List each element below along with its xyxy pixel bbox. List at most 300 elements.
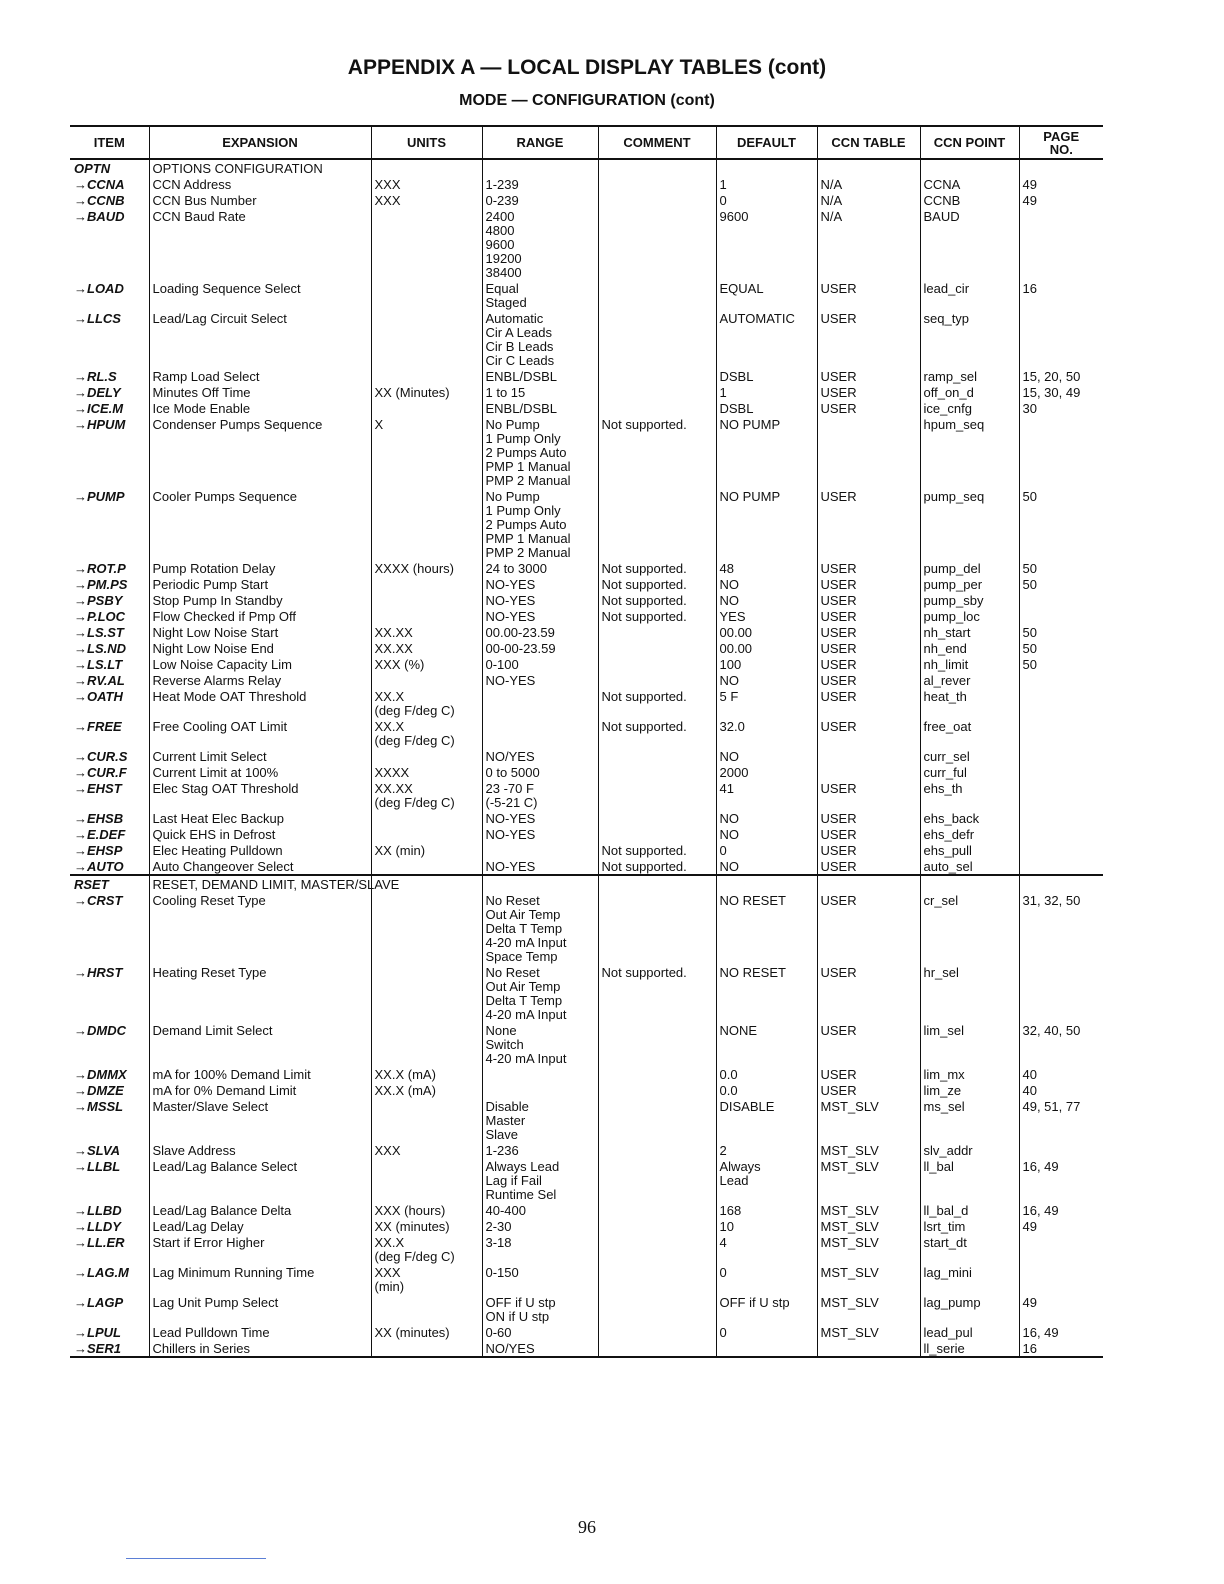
cell-item: →RL.S [74,369,117,384]
cell-ccn-table: USER [817,858,920,875]
cell-comment [598,892,716,964]
cell-page-no: 16 [1019,280,1103,310]
cell-expansion: Cooling Reset Type [149,892,371,964]
cell-default: 0 [716,192,817,208]
cell-range: NO-YES [482,858,598,875]
section-heading-row [70,159,1103,176]
cell-ccn-table: N/A [817,208,920,280]
cell-units: XX (minutes) [371,1218,482,1234]
cell-units: XX.XX (deg F/deg C) [371,780,482,810]
cell-expansion: Ramp Load Select [149,368,371,384]
cell-ccn-table: USER [817,780,920,810]
cell-page-no [1019,875,1103,892]
table-row [70,192,1103,208]
cell-ccn-table: USER [817,826,920,842]
cell-units [371,826,482,842]
cell-default: DSBL [716,368,817,384]
cell-ccn-point: al_rever [920,672,1019,688]
cell-ccn-table: MST_SLV [817,1324,920,1340]
cell-default: 9600 [716,208,817,280]
cell-comment [598,176,716,192]
col-header-page-no: PAGE NO. [1019,126,1103,159]
table-row [70,576,1103,592]
page-number: 96 [578,1517,596,1537]
cell-units [371,159,482,176]
cell-expansion: Demand Limit Select [149,1022,371,1066]
footer-rule [126,1558,266,1559]
cell-page-no: 49 [1019,176,1103,192]
cell-units [371,608,482,624]
col-header-default: DEFAULT [716,126,817,159]
cell-page-no [1019,688,1103,718]
cell-item: →PUMP [74,489,125,504]
cell-item: →OATH [74,689,123,704]
cell-default: 1 [716,176,817,192]
cell-range [482,1082,598,1098]
cell-item: →P.LOC [74,609,126,624]
cell-range [482,842,598,858]
cell-default: 0 [716,1264,817,1294]
cell-page-no: 50 [1019,656,1103,672]
cell-comment [598,400,716,416]
cell-page-no: 40 [1019,1082,1103,1098]
cell-ccn-table: USER [817,1066,920,1082]
cell-ccn-point: hpum_seq [920,416,1019,488]
cell-ccn-table: USER [817,672,920,688]
cell-comment [598,810,716,826]
cell-page-no [1019,416,1103,488]
page-subtitle: MODE — CONFIGURATION (cont) [459,92,715,109]
section-options-configuration [70,159,1103,875]
cell-page-no: 50 [1019,488,1103,560]
cell-range [482,159,598,176]
cell-expansion: Ice Mode Enable [149,400,371,416]
cell-item: →LLDY [74,1219,121,1234]
cell-default: 2000 [716,764,817,780]
cell-units: XXX [371,176,482,192]
table-row [70,1066,1103,1082]
cell-comment [598,159,716,176]
cell-page-no [1019,748,1103,764]
cell-range: 40-400 [482,1202,598,1218]
cell-page-no: 16, 49 [1019,1158,1103,1202]
cell-expansion: Auto Changeover Select [149,858,371,875]
cell-comment [598,764,716,780]
cell-comment [598,208,716,280]
cell-page-no: 50 [1019,640,1103,656]
cell-comment [598,656,716,672]
cell-expansion: Free Cooling OAT Limit [149,718,371,748]
cell-comment [598,875,716,892]
cell-default: 48 [716,560,817,576]
cell-ccn-table [817,748,920,764]
cell-range: 2400 4800 9600 19200 38400 [482,208,598,280]
table-row [70,1022,1103,1066]
cell-ccn-point: nh_start [920,624,1019,640]
cell-units [371,810,482,826]
cell-page-no [1019,1142,1103,1158]
cell-comment: Not supported. [598,576,716,592]
cell-page-no: 49 [1019,1294,1103,1324]
cell-units [371,368,482,384]
cell-expansion: Lead/Lag Balance Select [149,1158,371,1202]
cell-units [371,964,482,1022]
cell-comment [598,488,716,560]
cell-range: Automatic Cir A Leads Cir B Leads Cir C Leads [482,310,598,368]
cell-ccn-point: start_dt [920,1234,1019,1264]
cell-page-no: 50 [1019,576,1103,592]
cell-item: →LS.LT [74,657,123,672]
cell-page-no: 30 [1019,400,1103,416]
col-header-comment: COMMENT [598,126,716,159]
section-heading-row [70,875,1103,892]
cell-units [371,1022,482,1066]
cell-comment: Not supported. [598,608,716,624]
cell-ccn-table: USER [817,842,920,858]
table-row [70,656,1103,672]
cell-ccn-point: BAUD [920,208,1019,280]
cell-ccn-table: USER [817,488,920,560]
cell-ccn-point: pump_del [920,560,1019,576]
cell-expansion: Start if Error Higher [149,1234,371,1264]
cell-ccn-table: MST_SLV [817,1142,920,1158]
cell-comment [598,1066,716,1082]
cell-ccn-point: lag_pump [920,1294,1019,1324]
cell-ccn-point [920,159,1019,176]
cell-ccn-point: curr_sel [920,748,1019,764]
cell-expansion: Minutes Off Time [149,384,371,400]
cell-ccn-point: ms_sel [920,1098,1019,1142]
cell-page-no [1019,1264,1103,1294]
cell-expansion: Elec Heating Pulldown [149,842,371,858]
cell-page-no [1019,964,1103,1022]
cell-range: NO-YES [482,826,598,842]
cell-item: →E.DEF [74,827,126,842]
cell-expansion: Chillers in Series [149,1340,371,1357]
cell-item: →LOAD [74,281,124,296]
cell-expansion: Stop Pump In Standby [149,592,371,608]
cell-comment: Not supported. [598,964,716,1022]
cell-ccn-table: MST_SLV [817,1234,920,1264]
cell-expansion: Reverse Alarms Relay [149,672,371,688]
cell-ccn-table: USER [817,964,920,1022]
cell-default: 0.0 [716,1066,817,1082]
table-row [70,1202,1103,1218]
cell-comment: Not supported. [598,592,716,608]
cell-expansion: Periodic Pump Start [149,576,371,592]
cell-comment: Not supported. [598,718,716,748]
cell-units [371,672,482,688]
cell-range: ENBL/DSBL [482,368,598,384]
cell-expansion: Night Low Noise End [149,640,371,656]
cell-range: Disable Master Slave [482,1098,598,1142]
cell-expansion: Cooler Pumps Sequence [149,488,371,560]
cell-item: →DELY [74,385,121,400]
cell-ccn-point: lead_cir [920,280,1019,310]
cell-units [371,858,482,875]
cell-ccn-table: USER [817,368,920,384]
cell-expansion: CCN Address [149,176,371,192]
cell-expansion: CCN Baud Rate [149,208,371,280]
cell-default: YES [716,608,817,624]
cell-ccn-table: USER [817,624,920,640]
cell-expansion: Lead/Lag Circuit Select [149,310,371,368]
cell-range: NO-YES [482,810,598,826]
cell-ccn-point: slv_addr [920,1142,1019,1158]
cell-page-no [1019,780,1103,810]
cell-range: 1 to 15 [482,384,598,400]
cell-ccn-point: nh_end [920,640,1019,656]
cell-ccn-point: ehs_th [920,780,1019,810]
cell-range: 00.00-23.59 [482,624,598,640]
cell-expansion: mA for 0% Demand Limit [149,1082,371,1098]
cell-ccn-point: ll_serie [920,1340,1019,1357]
table-row [70,826,1103,842]
cell-expansion: Lag Unit Pump Select [149,1294,371,1324]
cell-units [371,310,482,368]
cell-ccn-point: ehs_defr [920,826,1019,842]
cell-ccn-point: pump_per [920,576,1019,592]
cell-units [371,208,482,280]
cell-comment [598,1098,716,1142]
cell-expansion: Lead/Lag Balance Delta [149,1202,371,1218]
cell-ccn-point: lim_mx [920,1066,1019,1082]
cell-ccn-table: MST_SLV [817,1264,920,1294]
cell-item: →CRST [74,893,123,908]
cell-comment [598,826,716,842]
cell-range: No Reset Out Air Temp Delta T Temp 4-20 mA Input Space Temp [482,892,598,964]
section-reset-demand-limit [70,875,1103,1357]
cell-default: NO [716,748,817,764]
cell-item: →DMDC [74,1023,126,1038]
cell-page-no [1019,764,1103,780]
cell-comment [598,1022,716,1066]
table-row [70,780,1103,810]
cell-item: →LL.ER [74,1235,125,1250]
cell-comment [598,368,716,384]
cell-default: 5 F [716,688,817,718]
cell-ccn-table: MST_SLV [817,1294,920,1324]
cell-ccn-table: N/A [817,192,920,208]
cell-range: 0-60 [482,1324,598,1340]
cell-default: DSBL [716,400,817,416]
col-header-item: ITEM [70,126,149,159]
table-row [70,280,1103,310]
table-row [70,640,1103,656]
cell-default: 0 [716,842,817,858]
cell-ccn-table: USER [817,892,920,964]
cell-range: NO/YES [482,1340,598,1357]
cell-default [716,1340,817,1357]
col-header-units: UNITS [371,126,482,159]
table-header-row [70,126,1103,159]
cell-units [371,400,482,416]
cell-expansion: Night Low Noise Start [149,624,371,640]
cell-default [716,159,817,176]
cell-page-no [1019,608,1103,624]
cell-units [371,748,482,764]
table-row [70,1234,1103,1264]
cell-comment [598,310,716,368]
cell-ccn-table: USER [817,1022,920,1066]
cell-expansion: Slave Address [149,1142,371,1158]
cell-range: 00-00-23.59 [482,640,598,656]
cell-ccn-point: curr_ful [920,764,1019,780]
table-row [70,1218,1103,1234]
cell-range: NO/YES [482,748,598,764]
cell-default: NONE [716,1022,817,1066]
cell-expansion: Pump Rotation Delay [149,560,371,576]
cell-ccn-point: auto_sel [920,858,1019,875]
cell-comment: Not supported. [598,858,716,875]
cell-ccn-table: N/A [817,176,920,192]
cell-expansion: Loading Sequence Select [149,280,371,310]
cell-range: NO-YES [482,592,598,608]
cell-expansion: mA for 100% Demand Limit [149,1066,371,1082]
cell-expansion: Heating Reset Type [149,964,371,1022]
cell-item: →ICE.M [74,401,124,416]
cell-item: →LAGP [74,1295,124,1310]
cell-default: NO PUMP [716,416,817,488]
cell-units: XX.XX [371,624,482,640]
cell-ccn-table: USER [817,810,920,826]
cell-item: RSET [74,877,109,892]
table-row [70,1340,1103,1357]
cell-page-no [1019,592,1103,608]
cell-range: 1-239 [482,176,598,192]
cell-item: →DMZE [74,1083,124,1098]
cell-units: XXXX (hours) [371,560,482,576]
cell-default: NO PUMP [716,488,817,560]
cell-expansion: RESET, DEMAND LIMIT, MASTER/SLAVE [149,875,371,892]
cell-default: 100 [716,656,817,672]
cell-item: →CUR.S [74,749,128,764]
table-row [70,672,1103,688]
table-row [70,1082,1103,1098]
cell-units [371,576,482,592]
cell-range: No Pump 1 Pump Only 2 Pumps Auto PMP 1 Manual PMP 2 Manual [482,488,598,560]
table-row [70,718,1103,748]
cell-ccn-table: USER [817,400,920,416]
cell-default: 4 [716,1234,817,1264]
cell-item: →CUR.F [74,765,127,780]
table-row [70,858,1103,875]
cell-default: 00.00 [716,640,817,656]
cell-units: XXX [371,192,482,208]
cell-comment [598,1082,716,1098]
cell-range: OFF if U stp ON if U stp [482,1294,598,1324]
cell-units: XX.X (deg F/deg C) [371,1234,482,1264]
cell-default: EQUAL [716,280,817,310]
cell-units: XX.X (deg F/deg C) [371,688,482,718]
table-row [70,176,1103,192]
cell-comment [598,384,716,400]
cell-ccn-point: heat_th [920,688,1019,718]
cell-item: →RV.AL [74,673,125,688]
cell-ccn-point: ramp_sel [920,368,1019,384]
cell-page-no [1019,310,1103,368]
cell-page-no: 15, 30, 49 [1019,384,1103,400]
cell-range: 2-30 [482,1218,598,1234]
cell-item: →PSBY [74,593,123,608]
cell-item: →HPUM [74,417,126,432]
cell-comment [598,640,716,656]
cell-comment [598,1158,716,1202]
cell-page-no: 50 [1019,560,1103,576]
table-row [70,764,1103,780]
cell-item: →HRST [74,965,123,980]
table-row [70,964,1103,1022]
cell-page-no [1019,159,1103,176]
cell-range: None Switch 4-20 mA Input [482,1022,598,1066]
cell-units: XXX (hours) [371,1202,482,1218]
cell-ccn-point: lim_sel [920,1022,1019,1066]
cell-ccn-table: USER [817,576,920,592]
cell-ccn-table: MST_SLV [817,1098,920,1142]
cell-item: →BAUD [74,209,125,224]
cell-range: NO-YES [482,608,598,624]
table-row [70,688,1103,718]
cell-item: →SER1 [74,1341,121,1356]
page-title: APPENDIX A — LOCAL DISPLAY TABLES (cont) [347,56,827,79]
cell-range [482,1066,598,1082]
cell-ccn-table: USER [817,384,920,400]
cell-range: NO-YES [482,672,598,688]
cell-expansion: Heat Mode OAT Threshold [149,688,371,718]
cell-ccn-point: free_oat [920,718,1019,748]
cell-ccn-table [817,416,920,488]
cell-comment [598,1218,716,1234]
cell-default: NO RESET [716,964,817,1022]
cell-ccn-table: USER [817,1082,920,1098]
cell-item: →CCNA [74,177,125,192]
cell-ccn-table: USER [817,640,920,656]
cell-ccn-table: USER [817,608,920,624]
cell-page-no [1019,1234,1103,1264]
table-row [70,416,1103,488]
cell-units: XX.XX [371,640,482,656]
table-row [70,1324,1103,1340]
table-row [70,310,1103,368]
col-header-expansion: EXPANSION [149,126,371,159]
table-row [70,368,1103,384]
cell-units: XX.X (mA) [371,1066,482,1082]
cell-ccn-point: ehs_back [920,810,1019,826]
cell-comment: Not supported. [598,688,716,718]
col-header-ccn-table: CCN TABLE [817,126,920,159]
cell-comment [598,672,716,688]
cell-ccn-table: USER [817,718,920,748]
cell-item: →LAG.M [74,1265,129,1280]
cell-page-no: 32, 40, 50 [1019,1022,1103,1066]
cell-comment: Not supported. [598,842,716,858]
cell-range: No Reset Out Air Temp Delta T Temp 4-20 mA Input [482,964,598,1022]
cell-default: NO RESET [716,892,817,964]
cell-ccn-point: ll_bal_d [920,1202,1019,1218]
cell-expansion: Condenser Pumps Sequence [149,416,371,488]
cell-ccn-table [817,764,920,780]
cell-range: NO-YES [482,576,598,592]
cell-item: →MSSL [74,1099,124,1114]
cell-ccn-point: lsrt_tim [920,1218,1019,1234]
cell-units [371,280,482,310]
cell-units [371,892,482,964]
cell-units: XX (minutes) [371,1324,482,1340]
cell-page-no: 49 [1019,192,1103,208]
cell-ccn-point: pump_loc [920,608,1019,624]
cell-comment [598,1142,716,1158]
cell-range: No Pump 1 Pump Only 2 Pumps Auto PMP 1 Manual PMP 2 Manual [482,416,598,488]
